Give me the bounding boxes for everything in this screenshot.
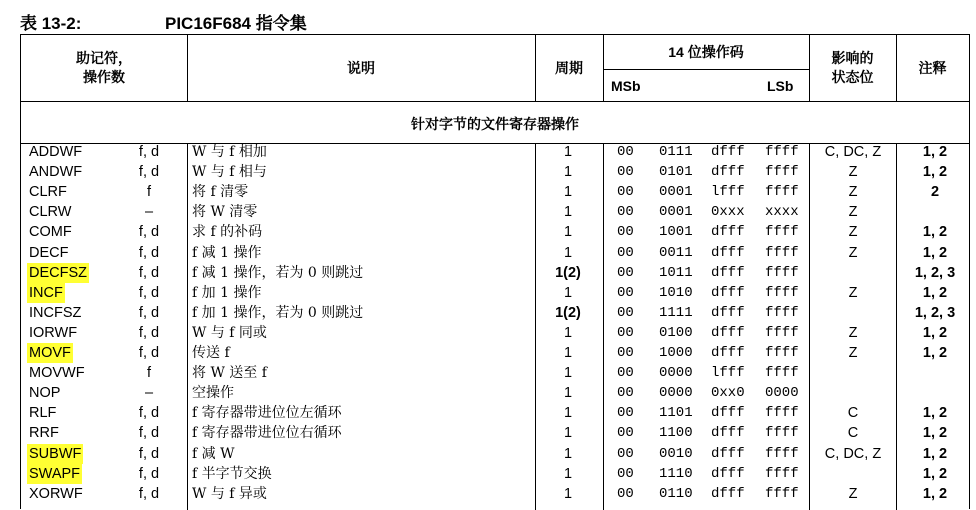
opcode-part1-cell: 00 — [617, 284, 634, 301]
operands-cell: f, d — [138, 244, 160, 261]
table-row — [21, 323, 969, 343]
opcode-part1-cell: 00 — [617, 345, 634, 361]
opcode-part1-cell: 00 — [617, 184, 634, 201]
opcode-part4-cell: ffff — [765, 445, 799, 462]
description-cell: 将 f 清零 — [192, 184, 249, 201]
cycles-cell: 1 — [563, 365, 573, 382]
opcode-part1-cell: 00 — [617, 144, 634, 160]
opcode-part3-cell: dfff — [711, 445, 745, 462]
table-row — [21, 343, 969, 363]
mnemonic-cell: ANDWF — [29, 164, 83, 181]
table-row — [21, 263, 969, 283]
operands-cell: – — [144, 204, 154, 221]
mnemonic-cell: SUBWF — [29, 445, 82, 462]
cycles-cell: 1 — [563, 164, 573, 181]
opcode-part2-cell: 0110 — [659, 485, 693, 502]
operands-cell: f, d — [138, 405, 160, 422]
table-row — [21, 222, 969, 242]
opcode-part3-cell: dfff — [711, 224, 745, 241]
opcode-part3-cell: dfff — [711, 485, 745, 502]
cycles-cell: 1(2) — [555, 264, 581, 281]
mnemonic-cell: DECF — [29, 244, 69, 261]
description-cell: 将 W 送至 f — [192, 365, 267, 382]
table-name: PIC16F684 指令集 — [165, 14, 307, 33]
cycles-cell: 1 — [563, 405, 573, 422]
header-status-line1: 影响的 — [831, 50, 874, 66]
opcode-part3-cell: dfff — [711, 284, 745, 301]
opcode-part4-cell: ffff — [765, 144, 799, 160]
cycles-cell: 1 — [563, 425, 573, 442]
mnemonic-cell: SWAPF — [29, 465, 81, 482]
table-row — [21, 182, 969, 202]
table-row — [21, 484, 969, 504]
header-cycles: 周期 — [555, 60, 583, 76]
table-row — [21, 243, 969, 263]
table-row — [21, 283, 969, 303]
opcode-part1-cell: 00 — [617, 264, 634, 281]
mnemonic-cell: CLRF — [29, 184, 67, 201]
cycles-cell: 1(2) — [555, 304, 581, 321]
opcode-part2-cell: 0000 — [659, 385, 693, 402]
table-row — [21, 464, 969, 484]
operands-cell: f, d — [138, 445, 160, 462]
cycles-cell: 1 — [563, 465, 573, 482]
opcode-part4-cell: ffff — [765, 224, 799, 241]
description-cell: W 与 f 同或 — [192, 324, 267, 341]
opcode-part1-cell: 00 — [617, 365, 634, 382]
opcode-part1-cell: 00 — [617, 485, 634, 502]
table-row — [21, 162, 969, 182]
opcode-part1-cell: 00 — [617, 465, 634, 482]
status-cell: Z — [848, 164, 858, 181]
opcode-part4-cell: ffff — [765, 485, 799, 502]
opcode-part1-cell: 00 — [617, 204, 634, 221]
opcode-part3-cell: 0xx0 — [711, 385, 745, 402]
status-cell: Z — [848, 284, 858, 301]
mnemonic-cell: XORWF — [29, 485, 83, 502]
opcode-part3-cell: dfff — [711, 264, 745, 281]
notes-cell: 1, 2 — [922, 445, 948, 462]
mnemonic-cell: INCF — [29, 284, 63, 301]
opcode-part1-cell: 00 — [617, 224, 634, 241]
operands-cell: f, d — [138, 264, 160, 281]
header-description: 说明 — [347, 60, 375, 76]
opcode-part4-cell: ffff — [765, 425, 799, 442]
table-number: 表 13-2: — [20, 14, 82, 33]
opcode-part2-cell: 1110 — [659, 465, 693, 482]
opcode-part4-cell: ffff — [765, 345, 799, 361]
operands-cell: f — [146, 184, 152, 201]
cycles-cell: 1 — [563, 284, 573, 301]
status-cell: Z — [848, 184, 858, 201]
opcode-part1-cell: 00 — [617, 425, 634, 442]
notes-cell: 1, 2 — [922, 345, 948, 361]
table-row — [21, 444, 969, 464]
header-notes: 注释 — [918, 60, 947, 76]
table-row — [21, 202, 969, 222]
opcode-part3-cell: dfff — [711, 425, 745, 442]
description-cell: 求 f 的补码 — [192, 224, 263, 241]
cycles-cell: 1 — [563, 485, 573, 502]
section-title: 针对字节的文件寄存器操作 — [411, 116, 579, 132]
mnemonic-cell: COMF — [29, 224, 72, 241]
opcode-part2-cell: 0011 — [659, 244, 693, 261]
cycles-cell: 1 — [563, 244, 573, 261]
opcode-part2-cell: 1111 — [659, 304, 693, 321]
mnemonic-cell: IORWF — [29, 324, 78, 341]
description-cell: f 减 1 操作 — [192, 244, 262, 261]
cycles-cell: 1 — [563, 324, 573, 341]
table-row — [21, 423, 969, 443]
cycles-cell: 1 — [563, 224, 573, 241]
operands-cell: f, d — [138, 164, 160, 181]
opcode-part1-cell: 00 — [617, 445, 634, 462]
cycles-cell: 1 — [563, 345, 573, 361]
opcode-part4-cell: ffff — [765, 465, 799, 482]
notes-cell: 1, 2 — [922, 144, 948, 160]
opcode-part3-cell: dfff — [711, 144, 745, 160]
status-cell: Z — [848, 204, 858, 221]
operands-cell: f — [146, 365, 152, 382]
opcode-part2-cell: 1101 — [659, 405, 693, 422]
cycles-cell: 1 — [563, 184, 573, 201]
opcode-part2-cell: 1000 — [659, 345, 693, 361]
notes-cell: 1, 2, 3 — [914, 304, 956, 321]
mnemonic-cell: RRF — [29, 425, 59, 442]
operands-cell: f, d — [138, 324, 160, 341]
header-status-line2: 状态位 — [831, 69, 874, 85]
mnemonic-cell: MOVF — [29, 345, 71, 361]
opcode-part2-cell: 0010 — [659, 445, 693, 462]
opcode-part3-cell: dfff — [711, 465, 745, 482]
opcode-part2-cell: 0100 — [659, 324, 693, 341]
description-cell: W 与 f 相加 — [192, 144, 267, 160]
header-opcode: 14 位操作码 — [668, 44, 744, 60]
opcode-part4-cell: ffff — [765, 244, 799, 261]
notes-cell: 1, 2 — [922, 324, 948, 341]
operands-cell: – — [144, 385, 154, 402]
status-cell: C — [847, 405, 859, 422]
header-bottom-line — [21, 101, 969, 102]
description-cell: W 与 f 异或 — [192, 485, 267, 502]
description-cell: f 加 1 操作，若为 0 则跳过 — [192, 304, 364, 321]
opcode-part4-cell: ffff — [765, 324, 799, 341]
description-cell: W 与 f 相与 — [192, 164, 267, 181]
cycles-cell: 1 — [563, 204, 573, 221]
description-cell: f 寄存器带进位位右循环 — [192, 425, 342, 442]
opcode-part3-cell: dfff — [711, 345, 745, 361]
status-cell: C, DC, Z — [824, 445, 882, 462]
operands-cell: f, d — [138, 224, 160, 241]
opcode-part4-cell: ffff — [765, 365, 799, 382]
opcode-part1-cell: 00 — [617, 304, 634, 321]
cycles-cell: 1 — [563, 385, 573, 402]
header-mnemonic-line2: 操作数 — [83, 69, 125, 85]
table-row — [21, 142, 969, 162]
opcode-part4-cell: ffff — [765, 284, 799, 301]
opcode-part3-cell: 0xxx — [711, 204, 745, 221]
notes-cell: 1, 2 — [922, 425, 948, 442]
opcode-part2-cell: 1011 — [659, 264, 693, 281]
table-row — [21, 363, 969, 383]
table-row — [21, 303, 969, 323]
cycles-cell: 1 — [563, 144, 573, 160]
opcode-part1-cell: 00 — [617, 244, 634, 261]
notes-cell: 1, 2 — [922, 405, 948, 422]
operands-cell: f, d — [138, 345, 160, 361]
description-cell: f 减 W — [192, 445, 235, 462]
mnemonic-cell: NOP — [29, 385, 61, 402]
notes-cell: 1, 2 — [922, 224, 948, 241]
opcode-part3-cell: lfff — [711, 184, 745, 201]
description-cell: f 寄存器带进位位左循环 — [192, 405, 342, 422]
mnemonic-cell: RLF — [29, 405, 57, 422]
operands-cell: f, d — [138, 425, 160, 442]
description-cell: 传送 f — [192, 345, 230, 361]
opcode-part2-cell: 0101 — [659, 164, 693, 181]
description-cell: 将 W 清零 — [192, 204, 258, 221]
table-title — [20, 9, 307, 34]
opcode-part4-cell: ffff — [765, 264, 799, 281]
status-cell: Z — [848, 224, 858, 241]
description-cell: 空操作 — [192, 385, 234, 402]
opcode-part4-cell: 0000 — [765, 385, 799, 402]
operands-cell: f, d — [138, 144, 160, 160]
header-status — [809, 49, 896, 87]
notes-cell: 1, 2, 3 — [914, 264, 956, 281]
table-row — [21, 403, 969, 423]
opcode-part4-cell: xxxx — [765, 204, 799, 221]
opcode-part3-cell: dfff — [711, 164, 745, 181]
description-cell: f 半字节交换 — [192, 465, 272, 482]
status-cell: Z — [848, 324, 858, 341]
header-mnemonic-line1: 助记符， — [76, 50, 132, 66]
header-msb: MSb — [611, 78, 641, 94]
operands-cell: f, d — [138, 485, 160, 502]
opcode-part2-cell: 1100 — [659, 425, 693, 442]
cycles-cell: 1 — [563, 445, 573, 462]
header-mnemonic — [21, 49, 187, 87]
notes-cell: 1, 2 — [922, 284, 948, 301]
opcode-part4-cell: ffff — [765, 164, 799, 181]
opcode-part3-cell: lfff — [711, 365, 745, 382]
opcode-part1-cell: 00 — [617, 324, 634, 341]
mnemonic-cell: ADDWF — [29, 144, 83, 160]
opcode-part2-cell: 1001 — [659, 224, 693, 241]
mnemonic-cell: MOVWF — [29, 365, 85, 382]
status-cell: Z — [848, 244, 858, 261]
opcode-subheader-line — [603, 69, 809, 70]
opcode-part3-cell: dfff — [711, 304, 745, 321]
opcode-part1-cell: 00 — [617, 164, 634, 181]
operands-cell: f, d — [138, 304, 160, 321]
status-cell: C, DC, Z — [824, 144, 882, 160]
description-cell: f 减 1 操作，若为 0 则跳过 — [192, 264, 364, 281]
operands-cell: f, d — [138, 284, 160, 301]
opcode-part1-cell: 00 — [617, 405, 634, 422]
opcode-part2-cell: 0001 — [659, 184, 693, 201]
opcode-part4-cell: ffff — [765, 184, 799, 201]
opcode-part2-cell: 1010 — [659, 284, 693, 301]
opcode-part4-cell: ffff — [765, 304, 799, 321]
opcode-part3-cell: dfff — [711, 405, 745, 422]
notes-cell: 2 — [930, 184, 940, 201]
opcode-part2-cell: 0001 — [659, 204, 693, 221]
notes-cell: 1, 2 — [922, 485, 948, 502]
instruction-table — [20, 34, 970, 509]
mnemonic-cell: INCFSZ — [29, 304, 82, 321]
status-cell: C — [847, 425, 859, 442]
opcode-part3-cell: dfff — [711, 324, 745, 341]
opcode-part2-cell: 0111 — [659, 144, 693, 160]
notes-cell: 1, 2 — [922, 465, 948, 482]
mnemonic-cell: CLRW — [29, 204, 72, 221]
status-cell: Z — [848, 485, 858, 502]
operands-cell: f, d — [138, 465, 160, 482]
table-row — [21, 383, 969, 403]
status-cell: Z — [848, 345, 858, 361]
header-lsb: LSb — [767, 78, 794, 94]
opcode-part3-cell: dfff — [711, 244, 745, 261]
description-cell: f 加 1 操作 — [192, 284, 262, 301]
opcode-part4-cell: ffff — [765, 405, 799, 422]
opcode-part2-cell: 0000 — [659, 365, 693, 382]
notes-cell: 1, 2 — [922, 164, 948, 181]
opcode-part1-cell: 00 — [617, 385, 634, 402]
notes-cell: 1, 2 — [922, 244, 948, 261]
mnemonic-cell: DECFSZ — [29, 264, 87, 281]
